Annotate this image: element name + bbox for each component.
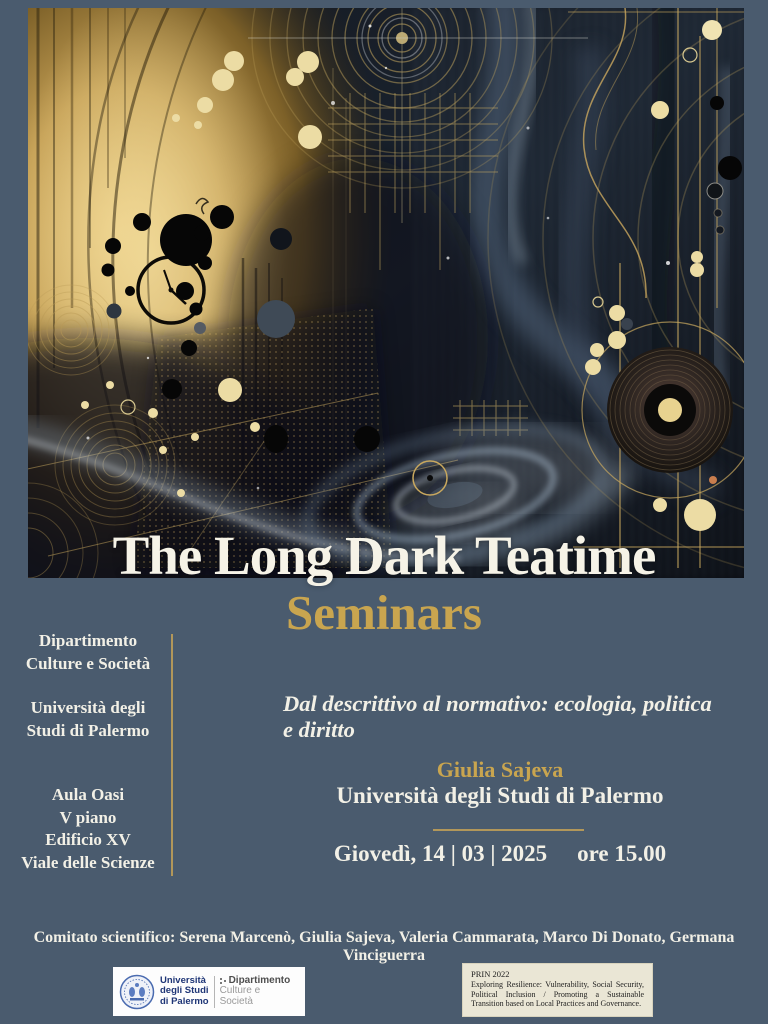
university-name — [0, 697, 176, 742]
department-name — [0, 630, 176, 675]
talk-time: ore 15.00 — [577, 841, 667, 866]
prin-funding-box — [462, 963, 653, 1017]
department-line: Culture e Società — [25, 653, 151, 673]
talk-title-line: Dal descrittivo al normativo: ecologia, politica — [283, 691, 712, 716]
venue-line: Aula Oasi — [51, 785, 125, 804]
abstract-art-canvas — [28, 8, 744, 578]
speaker-affiliation: Università degli Studi di Palermo — [336, 783, 664, 808]
venue-info-panel — [0, 630, 176, 896]
university-line: Università degli — [30, 698, 146, 717]
department-logo-mark-icon — [220, 978, 226, 984]
poster-title: The Long Dark Teatime — [112, 525, 656, 586]
university-seal-icon — [119, 974, 155, 1010]
logo-text-line: Società — [219, 995, 253, 1007]
logo-text-line: di Palermo — [160, 995, 209, 1007]
venue-line: Edificio XV — [45, 830, 131, 849]
logo-divider — [214, 976, 215, 1008]
vertical-divider — [171, 634, 173, 876]
department-line: Dipartimento — [38, 631, 138, 650]
speaker-name: Giulia Sajeva — [436, 757, 564, 782]
university-logo-text — [160, 976, 209, 1008]
talk-date: Giovedì, 14 | 03 | 2025 — [333, 841, 548, 866]
horizontal-divider — [433, 829, 584, 831]
talk-datetime — [240, 841, 760, 867]
scientific-committee: Comitato scientifico: Serena Marcenò, Giulia Sajeva, Valeria Cammarata, Marco Di Donato, Germana Vinciguerra — [33, 929, 735, 964]
poster-artwork — [28, 8, 744, 578]
logo-text-line: degli Studi — [160, 985, 209, 997]
unipa-logo-box — [113, 967, 305, 1016]
department-logo-text — [220, 976, 291, 1008]
prin-description: Exploring Resilience: Vulnerability, Social Security, Political Inclusion / Promoting a Sustainable Transition based on Local Practices and Governance. — [471, 980, 644, 1009]
logo-text-line: Dipartimento — [228, 974, 291, 986]
poster-subtitle: Seminars — [286, 585, 482, 640]
venue-line: V piano — [59, 807, 117, 827]
prin-heading: PRIN 2022 — [471, 969, 510, 979]
venue-address — [0, 784, 176, 874]
university-line: Studi di Palermo — [26, 720, 150, 740]
logo-text-line: Università — [160, 974, 206, 986]
venue-line: Viale delle Scienze — [21, 852, 155, 872]
talk-title-line: e diritto — [283, 717, 355, 742]
logo-text-line: Culture e — [219, 985, 261, 997]
talk-title — [283, 691, 743, 743]
